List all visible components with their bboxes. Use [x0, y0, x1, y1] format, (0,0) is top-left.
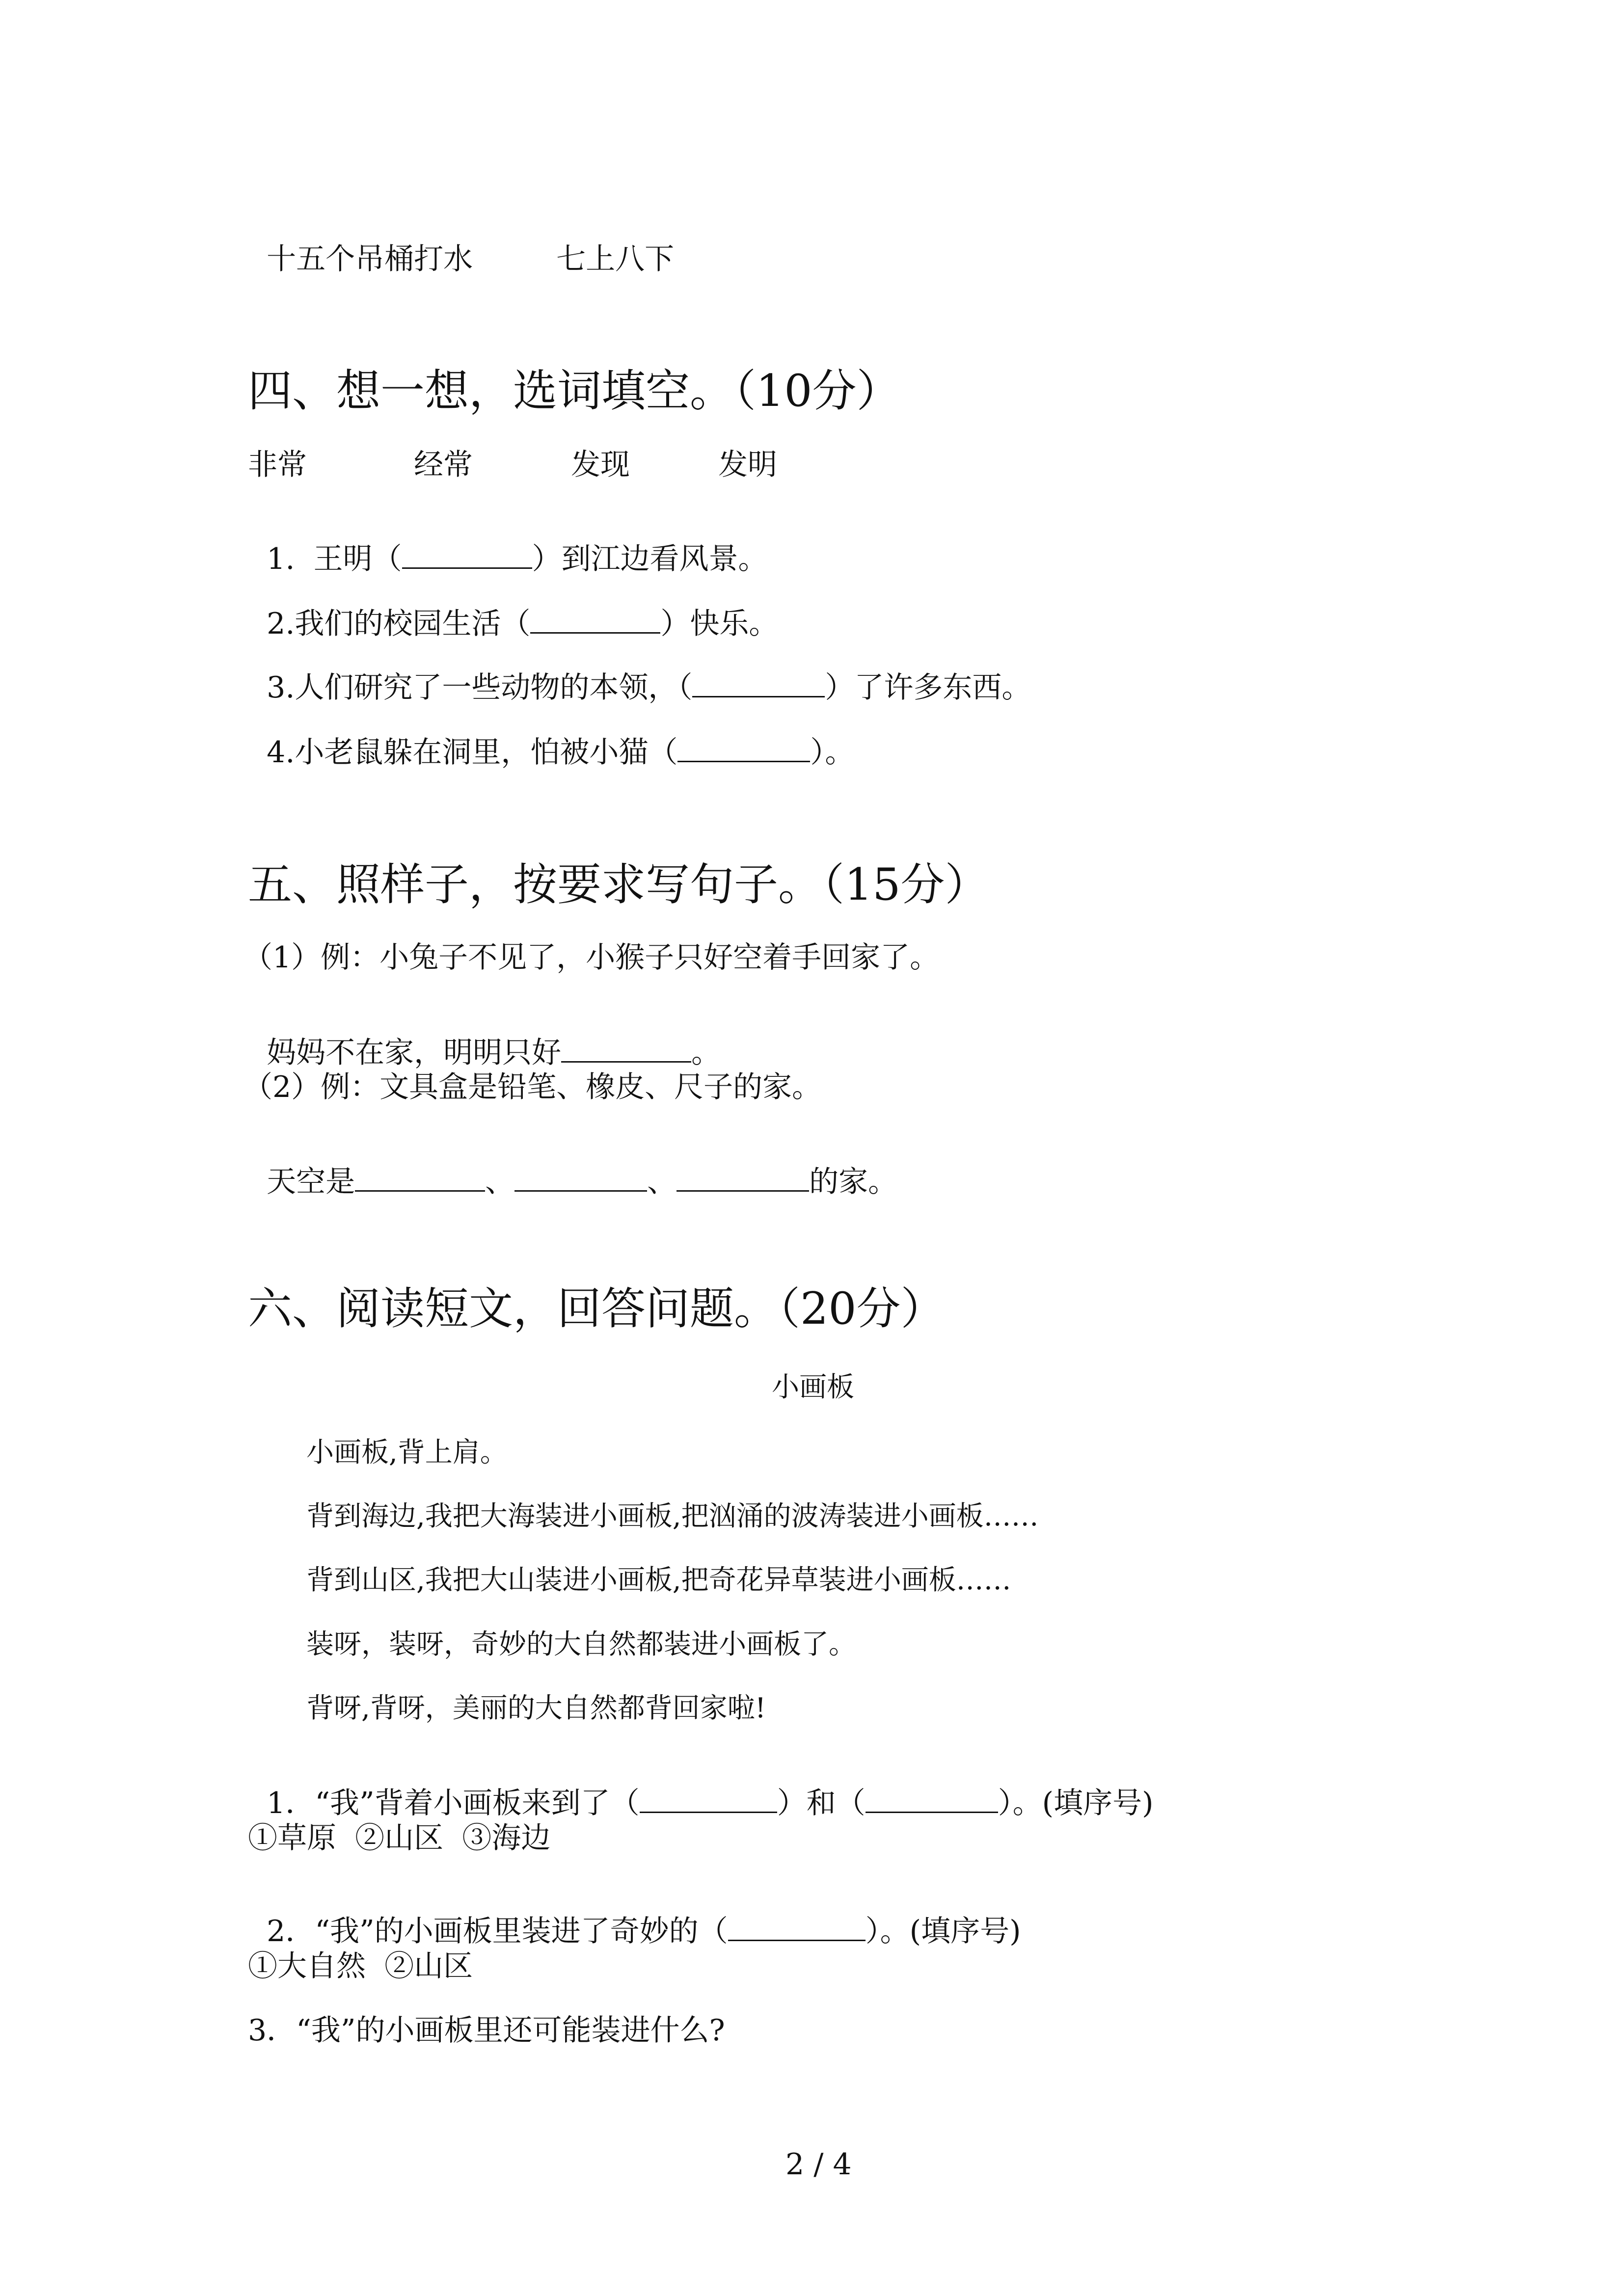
word-bank-item: 发现 [571, 448, 630, 482]
question-2: 2．“我”的小画板里装进了奇妙的（ ）。(填序号) [267, 1914, 1021, 1949]
poem-line: 小画板,背上肩。 [306, 1437, 508, 1468]
fill-item-4: 4.小老鼠躲在洞里，怕被小猫（ ）。 [267, 735, 855, 770]
poem-line: 背呀,背呀，美丽的大自然都背回家啦! [306, 1692, 766, 1724]
question-1: 1．“我”背着小画板来到了（ ）和（ ）。(填序号) [267, 1786, 1154, 1820]
example-2: （2）例：文具盒是铅笔、橡皮、尺子的家。 [243, 1070, 822, 1104]
answer-blank[interactable] [728, 1939, 866, 1941]
section5-heading: 五、照样子，按要求写句子。（15分） [248, 859, 989, 910]
idiom-line [248, 215, 674, 274]
sentence-task-1: 妈妈不在家，明明只好 。 [267, 1036, 721, 1070]
fill-item-2: 2.我们的校园生活（ ）快乐。 [267, 607, 779, 641]
page-number: 2 / 4 [785, 2147, 852, 2182]
answer-blank[interactable] [677, 760, 810, 762]
question-1-options: ①草原 ②山区 ③海边 [248, 1821, 551, 1855]
answer-blank[interactable] [530, 632, 660, 634]
idiom-a: 十五个吊桶打水 [267, 242, 473, 276]
section4-heading: 四、想一想，选词填空。（10分） [248, 365, 901, 417]
poem-title: 小画板 [772, 1371, 854, 1403]
poem-line: 装呀，装呀，奇妙的大自然都装进小画板了。 [306, 1629, 856, 1660]
example-1: （1）例：小兔子不见了，小猴子只好空着手回家了。 [243, 940, 940, 975]
answer-blank[interactable] [692, 695, 825, 697]
question-3: 3．“我”的小画板里还可能装进什么? [248, 2013, 725, 2048]
answer-blank[interactable] [677, 1190, 809, 1192]
answer-blank[interactable] [561, 1061, 691, 1063]
answer-blank[interactable] [866, 1811, 998, 1813]
idiom-b: 七上八下 [556, 242, 675, 276]
fill-item-3: 3.人们研究了一些动物的本领，（ ）了许多东西。 [267, 670, 1031, 705]
word-bank-item: 经常 [414, 448, 473, 482]
answer-blank[interactable] [640, 1811, 777, 1813]
fill-item-1: 1. 王明（ ）到江边看风景。 [267, 542, 768, 576]
sentence-task-2: 天空是 、 、 的家。 [267, 1165, 898, 1199]
section6-heading: 六、阅读短文，回答问题。（20分） [248, 1283, 945, 1335]
question-2-options: ①大自然 ②山区 [248, 1949, 473, 1983]
answer-blank[interactable] [355, 1190, 485, 1192]
answer-blank[interactable] [514, 1190, 647, 1192]
answer-blank[interactable] [402, 567, 532, 569]
word-bank-item: 发明 [718, 448, 777, 482]
word-bank-item: 非常 [248, 448, 307, 482]
poem-line: 背到山区,我把大山装进小画板,把奇花异草装进小画板…… [306, 1564, 1011, 1596]
poem-line: 背到海边,我把大海装进小画板,把汹涌的波涛装进小画板…… [306, 1500, 1039, 1532]
